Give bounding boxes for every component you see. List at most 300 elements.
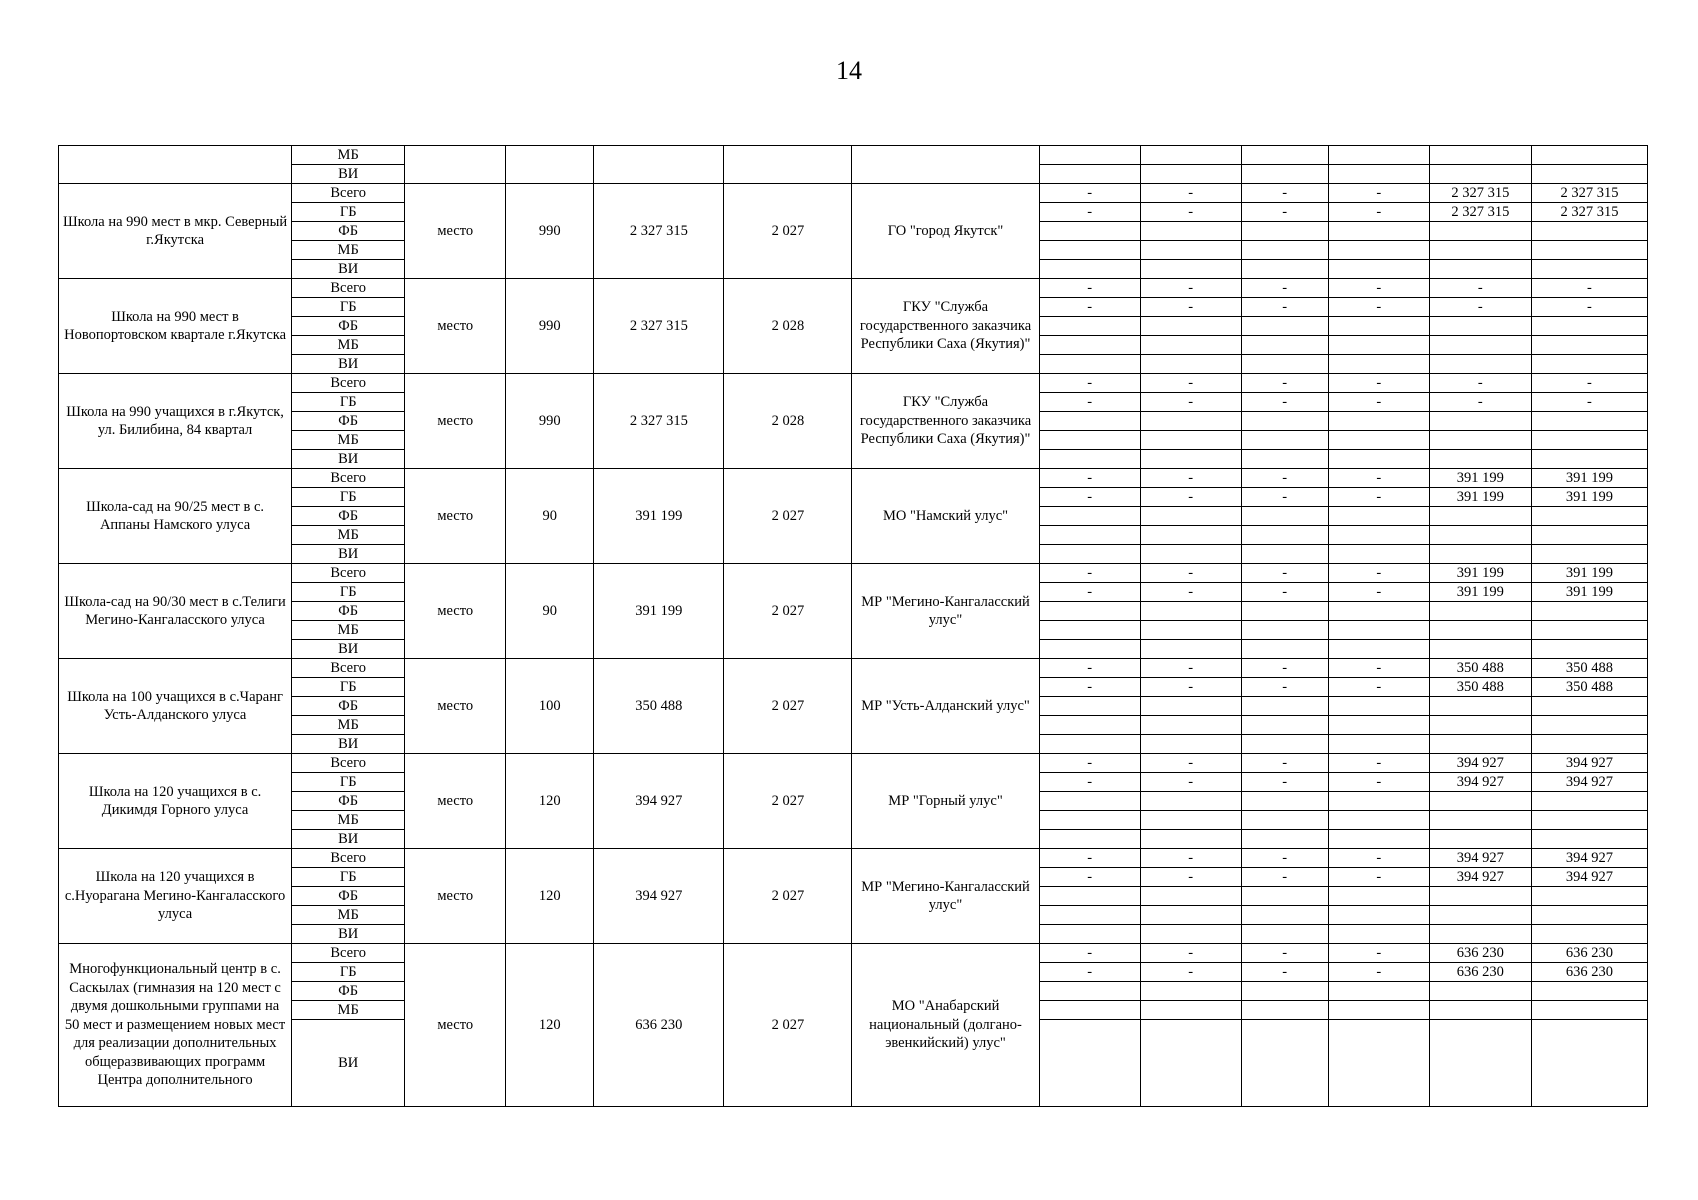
amount-cell	[1328, 146, 1429, 165]
amount-cell	[1429, 716, 1531, 735]
amount-cell	[1531, 317, 1647, 336]
amount-cell	[1328, 450, 1429, 469]
table-row	[59, 374, 1648, 393]
amount-cell	[1039, 792, 1140, 811]
cost-cell: 391 199	[594, 564, 724, 659]
amount-cell	[1429, 602, 1531, 621]
year-cell: 2 027	[724, 849, 852, 944]
customer-cell: ГКУ "Служба государственного заказчика Республики Саха (Якутия)"	[852, 374, 1039, 469]
amount-cell	[1328, 906, 1429, 925]
amount-cell: -	[1241, 279, 1328, 298]
project-name-cell	[59, 146, 292, 184]
funding-source-cell: ГБ	[292, 963, 405, 982]
funding-source-cell: ВИ	[292, 735, 405, 754]
amount-cell	[1531, 507, 1647, 526]
amount-cell	[1140, 260, 1241, 279]
amount-cell	[1140, 336, 1241, 355]
table-row	[59, 564, 1648, 583]
funding-source-cell: ВИ	[292, 355, 405, 374]
unit-cell: место	[405, 659, 506, 754]
funding-source-cell: ГБ	[292, 393, 405, 412]
amount-cell: -	[1241, 469, 1328, 488]
funding-source-cell: МБ	[292, 716, 405, 735]
project-name-cell: Многофункциональный центр в с. Саскылах (гимназия на 120 мест с двумя дошкольными группами на 50 мест и размещением новых мест для реализации дополнительных общеразвивающих программ Центра дополнительного	[59, 944, 292, 1107]
amount-cell	[1039, 621, 1140, 640]
amount-cell	[1531, 355, 1647, 374]
table-row	[59, 849, 1648, 868]
amount-cell: -	[1039, 279, 1140, 298]
amount-cell: -	[1531, 393, 1647, 412]
amount-cell	[1039, 507, 1140, 526]
amount-cell	[1140, 431, 1241, 450]
amount-cell	[1429, 526, 1531, 545]
amount-cell: -	[1039, 849, 1140, 868]
amount-cell: -	[1328, 393, 1429, 412]
year-cell	[724, 146, 852, 184]
amount-cell	[1531, 792, 1647, 811]
amount-cell: -	[1241, 583, 1328, 602]
amount-cell	[1531, 241, 1647, 260]
amount-cell: -	[1039, 564, 1140, 583]
amount-cell: -	[1328, 659, 1429, 678]
amount-cell: 394 927	[1429, 773, 1531, 792]
amount-cell: -	[1140, 583, 1241, 602]
amount-cell	[1241, 526, 1328, 545]
amount-cell	[1328, 260, 1429, 279]
amount-cell: -	[1531, 298, 1647, 317]
amount-cell	[1241, 830, 1328, 849]
funding-source-cell: ФБ	[292, 792, 405, 811]
amount-cell: 391 199	[1429, 564, 1531, 583]
cost-cell: 350 488	[594, 659, 724, 754]
amount-cell	[1039, 640, 1140, 659]
amount-cell	[1429, 792, 1531, 811]
amount-cell	[1531, 165, 1647, 184]
amount-cell	[1140, 412, 1241, 431]
project-name-cell: Школа на 990 мест в мкр. Северный г.Якутска	[59, 184, 292, 279]
customer-cell: МР "Мегино-Кангаласский улус"	[852, 564, 1039, 659]
amount-cell	[1140, 241, 1241, 260]
amount-cell	[1328, 792, 1429, 811]
amount-cell: -	[1039, 583, 1140, 602]
amount-cell: 636 230	[1429, 944, 1531, 963]
funding-source-cell: ФБ	[292, 412, 405, 431]
amount-cell	[1328, 925, 1429, 944]
amount-cell	[1039, 1020, 1140, 1107]
amount-cell	[1241, 887, 1328, 906]
table-row	[59, 469, 1648, 488]
amount-cell: 391 199	[1531, 488, 1647, 507]
amount-cell	[1039, 260, 1140, 279]
amount-cell	[1140, 906, 1241, 925]
amount-cell: 350 488	[1429, 678, 1531, 697]
amount-cell	[1531, 412, 1647, 431]
funding-source-cell: МБ	[292, 526, 405, 545]
funding-source-cell: ФБ	[292, 887, 405, 906]
budget-table-body	[59, 146, 1648, 1107]
cost-cell: 2 327 315	[594, 279, 724, 374]
amount-cell: -	[1429, 298, 1531, 317]
funding-source-cell: ФБ	[292, 317, 405, 336]
year-cell: 2 027	[724, 754, 852, 849]
amount-cell: -	[1140, 469, 1241, 488]
amount-cell	[1039, 431, 1140, 450]
amount-cell	[1241, 1020, 1328, 1107]
amount-cell: -	[1241, 773, 1328, 792]
cost-cell: 394 927	[594, 754, 724, 849]
capacity-cell: 90	[506, 564, 594, 659]
amount-cell: -	[1140, 203, 1241, 222]
amount-cell: -	[1241, 564, 1328, 583]
amount-cell: -	[1039, 184, 1140, 203]
amount-cell	[1429, 431, 1531, 450]
amount-cell	[1039, 222, 1140, 241]
amount-cell	[1241, 412, 1328, 431]
funding-source-cell: ВИ	[292, 450, 405, 469]
amount-cell: -	[1039, 469, 1140, 488]
amount-cell	[1429, 222, 1531, 241]
amount-cell: -	[1241, 678, 1328, 697]
amount-cell	[1531, 887, 1647, 906]
amount-cell	[1039, 716, 1140, 735]
capacity-cell: 120	[506, 944, 594, 1107]
table-row	[59, 279, 1648, 298]
amount-cell	[1531, 811, 1647, 830]
amount-cell: -	[1241, 374, 1328, 393]
amount-cell	[1039, 317, 1140, 336]
cost-cell: 636 230	[594, 944, 724, 1107]
amount-cell	[1328, 507, 1429, 526]
project-name-cell: Школа на 120 учащихся в с.Нуорагана Мегино-Кангаласского улуса	[59, 849, 292, 944]
amount-cell: -	[1140, 659, 1241, 678]
amount-cell: -	[1039, 963, 1140, 982]
amount-cell: 350 488	[1531, 659, 1647, 678]
amount-cell	[1140, 621, 1241, 640]
amount-cell: -	[1328, 754, 1429, 773]
year-cell: 2 027	[724, 469, 852, 564]
amount-cell	[1140, 830, 1241, 849]
amount-cell	[1039, 165, 1140, 184]
amount-cell	[1140, 317, 1241, 336]
amount-cell	[1429, 735, 1531, 754]
capacity-cell: 100	[506, 659, 594, 754]
amount-cell	[1328, 241, 1429, 260]
amount-cell: 391 199	[1429, 488, 1531, 507]
amount-cell: 394 927	[1531, 849, 1647, 868]
amount-cell	[1140, 450, 1241, 469]
funding-source-cell: Всего	[292, 849, 405, 868]
amount-cell: -	[1328, 678, 1429, 697]
amount-cell: 394 927	[1429, 868, 1531, 887]
amount-cell	[1039, 526, 1140, 545]
amount-cell	[1531, 260, 1647, 279]
amount-cell	[1140, 355, 1241, 374]
amount-cell	[1429, 260, 1531, 279]
amount-cell	[1429, 241, 1531, 260]
amount-cell	[1039, 697, 1140, 716]
amount-cell	[1039, 450, 1140, 469]
year-cell: 2 028	[724, 374, 852, 469]
amount-cell: -	[1039, 773, 1140, 792]
amount-cell	[1241, 507, 1328, 526]
amount-cell: -	[1328, 184, 1429, 203]
amount-cell: -	[1241, 963, 1328, 982]
amount-cell	[1328, 1020, 1429, 1107]
amount-cell	[1328, 811, 1429, 830]
amount-cell	[1531, 925, 1647, 944]
amount-cell: -	[1140, 773, 1241, 792]
amount-cell: 636 230	[1531, 944, 1647, 963]
amount-cell	[1429, 640, 1531, 659]
amount-cell	[1429, 697, 1531, 716]
amount-cell	[1328, 887, 1429, 906]
amount-cell	[1328, 716, 1429, 735]
table-row	[59, 754, 1648, 773]
amount-cell: 2 327 315	[1531, 184, 1647, 203]
amount-cell	[1531, 146, 1647, 165]
amount-cell	[1039, 146, 1140, 165]
amount-cell: 391 199	[1429, 469, 1531, 488]
amount-cell	[1429, 621, 1531, 640]
amount-cell	[1531, 982, 1647, 1001]
amount-cell: -	[1241, 659, 1328, 678]
amount-cell	[1531, 222, 1647, 241]
customer-cell: МР "Мегино-Кангаласский улус"	[852, 849, 1039, 944]
amount-cell	[1039, 336, 1140, 355]
amount-cell: -	[1241, 488, 1328, 507]
funding-source-cell: ГБ	[292, 488, 405, 507]
funding-source-cell: ГБ	[292, 868, 405, 887]
amount-cell: 2 327 315	[1429, 184, 1531, 203]
funding-source-cell: Всего	[292, 754, 405, 773]
amount-cell	[1241, 336, 1328, 355]
amount-cell	[1039, 412, 1140, 431]
amount-cell	[1241, 355, 1328, 374]
funding-source-cell: МБ	[292, 811, 405, 830]
unit-cell: место	[405, 944, 506, 1107]
amount-cell: 2 327 315	[1429, 203, 1531, 222]
amount-cell	[1531, 1001, 1647, 1020]
amount-cell	[1328, 355, 1429, 374]
amount-cell	[1328, 317, 1429, 336]
amount-cell: -	[1039, 754, 1140, 773]
table-row	[59, 146, 1648, 165]
table-row	[59, 944, 1648, 963]
unit-cell: место	[405, 469, 506, 564]
amount-cell	[1241, 697, 1328, 716]
amount-cell	[1429, 1020, 1531, 1107]
amount-cell	[1531, 545, 1647, 564]
unit-cell: место	[405, 374, 506, 469]
year-cell: 2 027	[724, 944, 852, 1107]
amount-cell	[1429, 165, 1531, 184]
customer-cell	[852, 146, 1039, 184]
amount-cell: -	[1140, 279, 1241, 298]
year-cell: 2 027	[724, 564, 852, 659]
amount-cell: -	[1140, 564, 1241, 583]
amount-cell: 636 230	[1429, 963, 1531, 982]
amount-cell	[1328, 697, 1429, 716]
year-cell: 2 027	[724, 184, 852, 279]
amount-cell	[1039, 241, 1140, 260]
amount-cell	[1241, 431, 1328, 450]
amount-cell	[1039, 355, 1140, 374]
amount-cell	[1039, 830, 1140, 849]
amount-cell	[1140, 602, 1241, 621]
amount-cell: 394 927	[1531, 754, 1647, 773]
amount-cell	[1039, 735, 1140, 754]
amount-cell: -	[1140, 849, 1241, 868]
amount-cell	[1039, 982, 1140, 1001]
amount-cell: -	[1328, 849, 1429, 868]
funding-source-cell: ГБ	[292, 203, 405, 222]
amount-cell	[1039, 602, 1140, 621]
amount-cell	[1531, 602, 1647, 621]
unit-cell: место	[405, 184, 506, 279]
funding-source-cell: МБ	[292, 431, 405, 450]
amount-cell: -	[1140, 944, 1241, 963]
amount-cell	[1531, 450, 1647, 469]
amount-cell	[1140, 887, 1241, 906]
cost-cell: 2 327 315	[594, 184, 724, 279]
amount-cell	[1039, 887, 1140, 906]
funding-source-cell: Всего	[292, 944, 405, 963]
amount-cell	[1140, 222, 1241, 241]
amount-cell: -	[1039, 393, 1140, 412]
amount-cell	[1241, 222, 1328, 241]
funding-source-cell: ВИ	[292, 260, 405, 279]
amount-cell: -	[1429, 279, 1531, 298]
funding-source-cell: ФБ	[292, 222, 405, 241]
amount-cell	[1140, 146, 1241, 165]
customer-cell: ГКУ "Служба государственного заказчика Республики Саха (Якутия)"	[852, 279, 1039, 374]
capacity-cell: 990	[506, 279, 594, 374]
amount-cell	[1531, 431, 1647, 450]
funding-source-cell: ГБ	[292, 678, 405, 697]
amount-cell	[1241, 146, 1328, 165]
amount-cell	[1039, 906, 1140, 925]
amount-cell	[1140, 716, 1241, 735]
amount-cell	[1241, 260, 1328, 279]
amount-cell: -	[1039, 659, 1140, 678]
amount-cell	[1241, 735, 1328, 754]
capacity-cell: 90	[506, 469, 594, 564]
unit-cell: место	[405, 849, 506, 944]
funding-source-cell: ВИ	[292, 1020, 405, 1107]
amount-cell	[1429, 982, 1531, 1001]
funding-source-cell: ВИ	[292, 545, 405, 564]
amount-cell	[1328, 545, 1429, 564]
project-name-cell: Школа-сад на 90/25 мест в с. Аппаны Намского улуса	[59, 469, 292, 564]
amount-cell	[1241, 317, 1328, 336]
amount-cell	[1140, 507, 1241, 526]
page-number: 14	[836, 56, 862, 85]
amount-cell: -	[1429, 393, 1531, 412]
funding-source-cell: Всего	[292, 374, 405, 393]
funding-source-cell: ВИ	[292, 640, 405, 659]
amount-cell: 2 327 315	[1531, 203, 1647, 222]
amount-cell: -	[1140, 393, 1241, 412]
project-name-cell: Школа на 100 учащихся в с.Чаранг Усть-Алданского улуса	[59, 659, 292, 754]
amount-cell: -	[1328, 374, 1429, 393]
amount-cell: -	[1328, 564, 1429, 583]
customer-cell: ГО "город Якутск"	[852, 184, 1039, 279]
customer-cell: МР "Усть-Алданский улус"	[852, 659, 1039, 754]
amount-cell	[1241, 450, 1328, 469]
amount-cell	[1241, 792, 1328, 811]
amount-cell	[1328, 640, 1429, 659]
year-cell: 2 028	[724, 279, 852, 374]
cost-cell: 394 927	[594, 849, 724, 944]
unit-cell	[405, 146, 506, 184]
amount-cell	[1241, 602, 1328, 621]
amount-cell	[1241, 1001, 1328, 1020]
amount-cell: -	[1328, 469, 1429, 488]
amount-cell: -	[1531, 374, 1647, 393]
amount-cell: -	[1241, 944, 1328, 963]
funding-source-cell: ВИ	[292, 925, 405, 944]
amount-cell	[1429, 887, 1531, 906]
amount-cell	[1039, 811, 1140, 830]
amount-cell: 636 230	[1531, 963, 1647, 982]
unit-cell: место	[405, 564, 506, 659]
amount-cell: -	[1241, 849, 1328, 868]
amount-cell	[1039, 545, 1140, 564]
amount-cell: -	[1328, 583, 1429, 602]
funding-source-cell: ФБ	[292, 697, 405, 716]
amount-cell	[1140, 545, 1241, 564]
amount-cell: -	[1429, 374, 1531, 393]
funding-source-cell: Всего	[292, 469, 405, 488]
funding-source-cell: МБ	[292, 621, 405, 640]
amount-cell	[1328, 336, 1429, 355]
amount-cell: -	[1241, 868, 1328, 887]
amount-cell	[1328, 735, 1429, 754]
amount-cell	[1429, 1001, 1531, 1020]
funding-source-cell: ГБ	[292, 773, 405, 792]
amount-cell	[1241, 165, 1328, 184]
funding-source-cell: МБ	[292, 146, 405, 165]
amount-cell: -	[1140, 678, 1241, 697]
amount-cell	[1140, 697, 1241, 716]
funding-source-cell: МБ	[292, 906, 405, 925]
amount-cell: 391 199	[1429, 583, 1531, 602]
budget-table	[58, 145, 1648, 1107]
project-name-cell: Школа на 120 учащихся в с. Дикимдя Горного улуса	[59, 754, 292, 849]
amount-cell: -	[1328, 868, 1429, 887]
amount-cell: -	[1039, 868, 1140, 887]
amount-cell	[1241, 925, 1328, 944]
amount-cell: 391 199	[1531, 583, 1647, 602]
project-name-cell: Школа на 990 мест в Новопортовском квартале г.Якутска	[59, 279, 292, 374]
funding-source-cell: ФБ	[292, 982, 405, 1001]
amount-cell	[1328, 602, 1429, 621]
amount-cell	[1429, 830, 1531, 849]
amount-cell	[1531, 621, 1647, 640]
amount-cell: -	[1241, 184, 1328, 203]
amount-cell: 391 199	[1531, 469, 1647, 488]
amount-cell	[1531, 526, 1647, 545]
unit-cell: место	[405, 279, 506, 374]
funding-source-cell: Всего	[292, 184, 405, 203]
amount-cell	[1531, 336, 1647, 355]
table-row	[59, 184, 1648, 203]
funding-source-cell: МБ	[292, 1001, 405, 1020]
amount-cell: -	[1241, 203, 1328, 222]
amount-cell	[1140, 982, 1241, 1001]
amount-cell	[1241, 906, 1328, 925]
project-name-cell: Школа на 990 учащихся в г.Якутск, ул. Билибина, 84 квартал	[59, 374, 292, 469]
